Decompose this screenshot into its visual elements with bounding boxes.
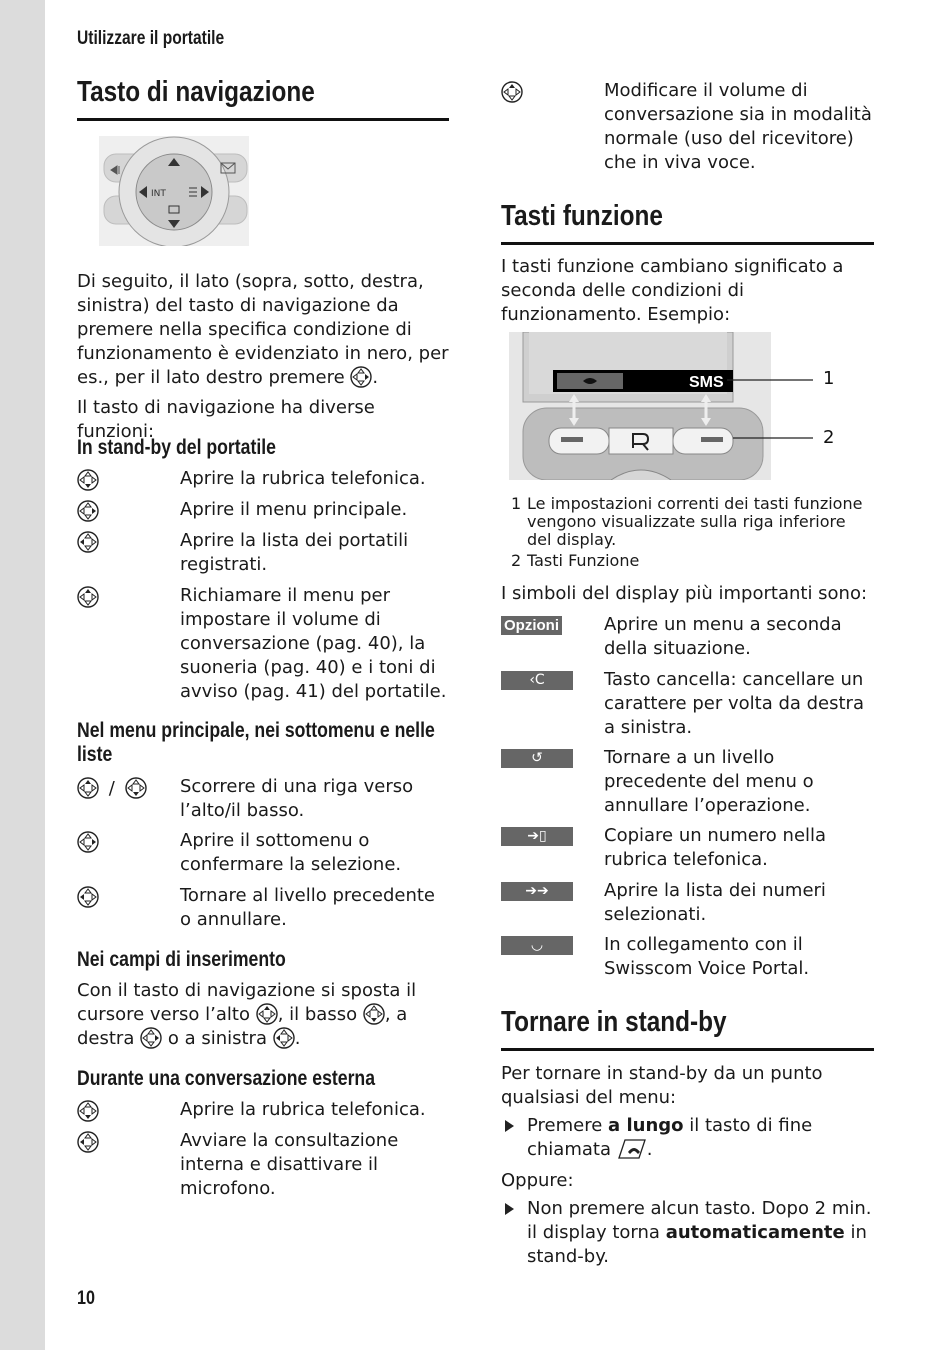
- navigation-key-left-icon: [77, 886, 99, 908]
- symbols-intro: I simboli del display più importanti sono:: [501, 583, 868, 604]
- legend-item: 1 Le impostazioni correnti dei tasti funzione vengono visualizzate sulla riga inferiore del display.: [511, 494, 863, 549]
- section-title-standby: Tornare in stand-by: [501, 1006, 874, 1051]
- back-softkey-icon: ↺: [501, 749, 573, 768]
- heading-input: Nei campi di inserimento: [77, 948, 286, 971]
- slash-separator: /: [108, 778, 115, 799]
- end-call-key-icon: [617, 1138, 647, 1160]
- input-paragraph: Con il tasto di navigazione si sposta il cursore verso l’alto , il basso , a destra o a sinistra .: [77, 980, 417, 1049]
- function-keys-intro: I tasti funzione cambiano significato a seconda delle condizioni di funzionamento. Esempio:: [501, 256, 844, 325]
- page-number: 10: [77, 1288, 95, 1309]
- section-title-function-keys: Tasti funzione: [501, 200, 874, 245]
- page-margin-bar: [0, 0, 45, 1350]
- callout-2: 2: [823, 427, 835, 448]
- intro-functions: Il tasto di navigazione ha diverse funzioni:: [77, 397, 375, 442]
- standby-intro: Per tornare in stand-by da un punto qualsiasi del menu:: [501, 1063, 823, 1108]
- bullet-triangle-icon: [505, 1120, 514, 1132]
- heading-call: Durante una conversazione esterna: [77, 1067, 376, 1090]
- options-softkey-icon: Opzioni: [501, 616, 562, 635]
- int-label: INT: [151, 189, 166, 199]
- navigation-key-down-icon: [125, 777, 147, 799]
- navigation-key-right-icon: [140, 1027, 162, 1049]
- navigation-key-left-icon: [77, 1131, 99, 1153]
- navigation-key-up-icon: [77, 586, 99, 608]
- callout-1: 1: [823, 368, 835, 389]
- copy-to-phonebook-softkey-icon: ➔▯: [501, 827, 573, 846]
- intro-paragraph: Di seguito, il lato (sopra, sotto, destra, sinistra) del tasto di navigazione da premere nella specifica condizione di funzionamento è evidenziato in nero, per es., per il lato destro premere .: [77, 271, 449, 388]
- navigation-key-down-icon: [363, 1003, 385, 1025]
- navigation-key-right-icon: [77, 831, 99, 853]
- navigation-key-down-icon: [77, 469, 99, 491]
- legend-item: 2 Tasti Funzione: [511, 551, 640, 570]
- delete-softkey-icon: ‹C: [501, 671, 573, 690]
- navigation-key-illustration: [99, 136, 249, 246]
- heading-standby: In stand-by del portatile: [77, 436, 276, 459]
- navigation-key-up-icon: [256, 1003, 278, 1025]
- navigation-key-up-icon: [501, 81, 523, 103]
- navigation-key-left-icon: [77, 531, 99, 553]
- navigation-key-right-icon: [77, 500, 99, 522]
- oppure-label: Oppure:: [501, 1170, 574, 1191]
- function-keys-illustration: [501, 332, 874, 480]
- navigation-key-up-icon: [77, 777, 99, 799]
- display-sms-label: SMS: [689, 374, 724, 391]
- voice-portal-softkey-icon: ◡: [501, 936, 573, 955]
- redial-list-softkey-icon: ➔➔: [501, 882, 573, 901]
- navigation-key-down-icon: [77, 1100, 99, 1122]
- navigation-key-left-icon: [273, 1027, 295, 1049]
- heading-menu: Nel menu principale, nei sottomenu e nelle liste: [77, 719, 435, 766]
- bullet-triangle-icon: [505, 1203, 514, 1215]
- section-title-navigation: Tasto di navigazione: [77, 76, 449, 121]
- navigation-key-right-icon: [350, 366, 372, 388]
- running-header: Utilizzare il portatile: [77, 28, 225, 49]
